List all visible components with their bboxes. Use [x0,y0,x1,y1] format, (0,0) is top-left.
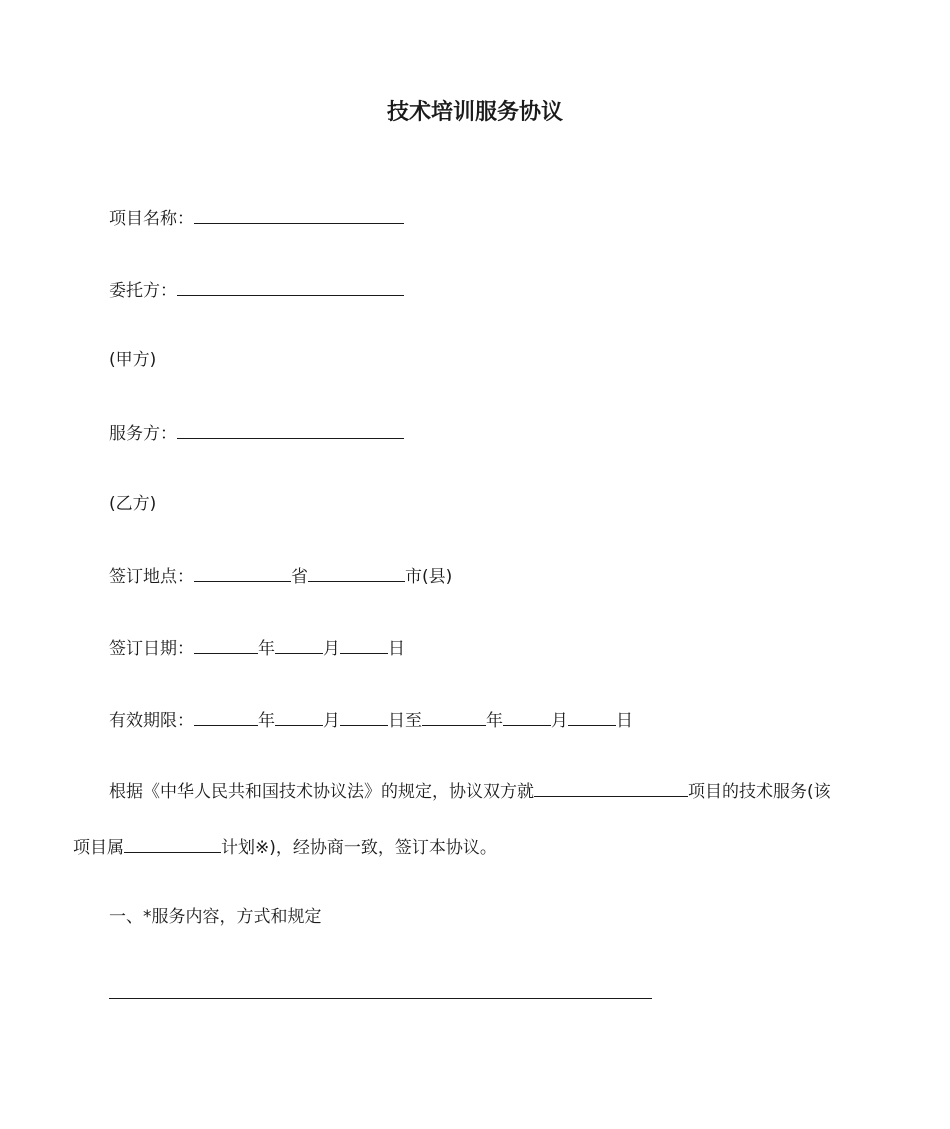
valid-start-year-text: 年 [258,711,275,731]
valid-period-line [109,707,633,733]
service-label: 服务方： [109,424,177,444]
sign-date-line [109,635,405,661]
intro-text-2: 项目的技术服务(该 [688,782,831,802]
intro-project-blank[interactable] [534,778,688,797]
document-title: 技术培训服务协议 [386,100,563,125]
sign-place-province-blank[interactable] [194,563,291,582]
intro-text-3: 项目属 [73,838,124,858]
sign-date-month-blank[interactable] [275,635,323,654]
valid-end-day-text: 日 [616,711,633,731]
valid-end-year-blank[interactable] [422,707,486,726]
project-name-blank[interactable] [194,205,404,224]
client-label: 委托方： [109,281,177,301]
client-blank[interactable] [177,277,404,296]
sign-date-year-blank[interactable] [194,635,258,654]
valid-period-label: 有效期限： [109,711,194,731]
valid-start-month-text: 月 [323,711,340,731]
intro-plan-blank[interactable] [124,834,221,853]
valid-end-month-text: 月 [551,711,568,731]
sign-date-year-text: 年 [258,639,275,659]
intro-text-1: 根据《中华人民共和国技术协议法》的规定，协议双方就 [109,782,534,802]
sign-date-label: 签订日期： [109,639,194,659]
valid-start-year-blank[interactable] [194,707,258,726]
valid-end-day-blank[interactable] [568,707,616,726]
client-line [109,277,404,303]
party-b-line: (乙方) [109,494,157,514]
sign-place-province-text: 省 [291,567,308,587]
intro-row-1 [109,778,831,804]
valid-day-to-text: 日至 [388,711,422,731]
valid-end-month-blank[interactable] [503,707,551,726]
section-1-content-blank[interactable] [109,984,652,999]
intro-text-4: 计划※)，经协商一致，签订本协议。 [221,838,497,858]
valid-end-year-text: 年 [486,711,503,731]
sign-place-city-blank[interactable] [308,563,405,582]
party-a-line: (甲方) [109,350,157,370]
sign-place-city-text: 市(县) [405,567,453,587]
sign-place-line [109,563,452,589]
sign-date-day-text: 日 [388,639,405,659]
project-name-label: 项目名称： [109,209,194,229]
project-name-line [109,205,404,231]
section-1-heading: 一、*服务内容，方式和规定 [109,907,322,927]
valid-start-month-blank[interactable] [275,707,323,726]
sign-place-label: 签订地点： [109,567,194,587]
service-line [109,420,404,446]
sign-date-month-text: 月 [323,639,340,659]
sign-date-day-blank[interactable] [340,635,388,654]
service-blank[interactable] [177,420,404,439]
valid-start-day-blank[interactable] [340,707,388,726]
intro-row-2 [73,834,497,860]
